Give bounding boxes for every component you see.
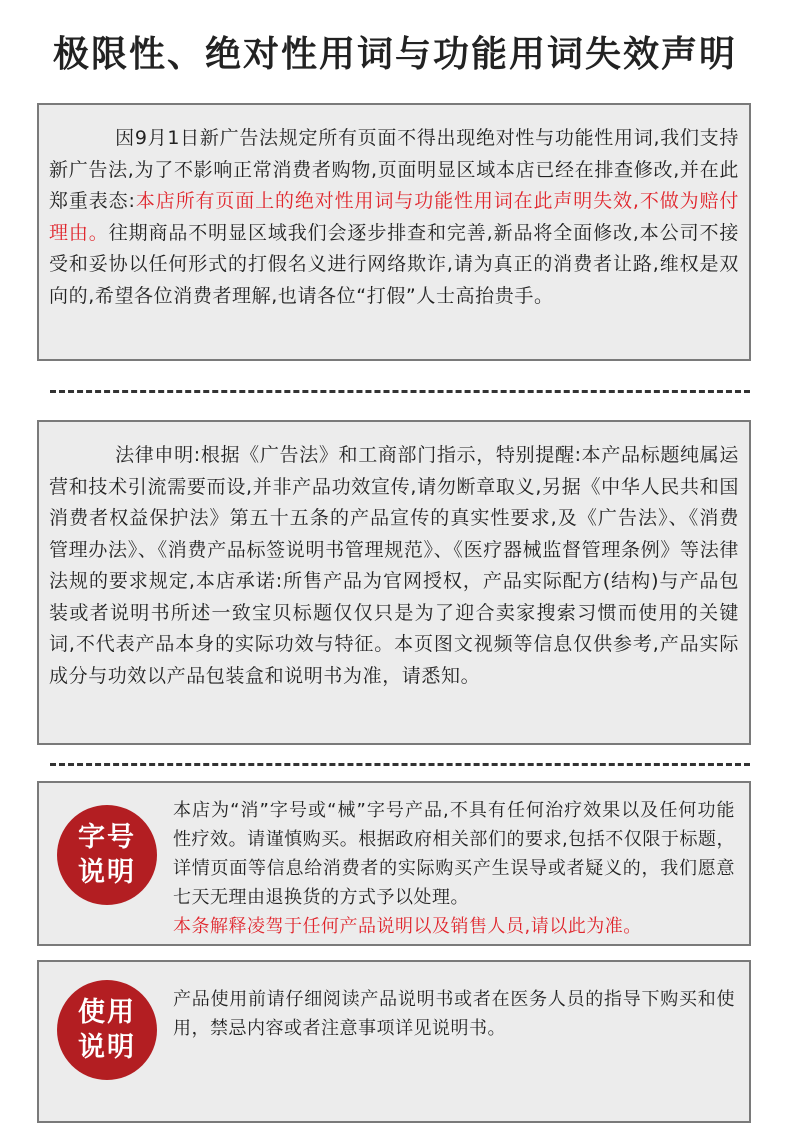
legal-text: 法律申明:根据《广告法》和工商部门指示，特别提醒:本产品标题纯属运营和技术引流需要而设,并非产品功效宣传,请勿断章取义,另据《中华人民共和国消费者权益保护法》第五十五条的产品宣传的真实性要求,及《广告法》、《消费管理办法》、《消费产品标签说明书管理规范》、《医疗器械监督管理条例》等法律法规的要求规定,本店承诺:所售产品为官网授权，产品实际配方(结构)与产品包装或者说明书所述一致宝贝标题仅仅只是为了迎合卖家搜索习惯而使用的关键词,不代表产品本身的实际功效与特征。本页图文视频等信息仅供参考,产品实际成分与功效以产品包装盒和说明书为准，请悉知。 — [49, 444, 739, 687]
usage-text: 产品使用前请仔细阅读产品说明书或者在医务人员的指导下购买和使用，禁忌内容或者注意事项详见说明书。 — [173, 989, 735, 1039]
badge-line: 字号 — [78, 822, 136, 853]
zihao-badge — [57, 805, 157, 905]
notice-paragraph — [49, 123, 739, 312]
legal-statement-box — [37, 420, 751, 745]
zihao-red-text: 本条解释凌驾于任何产品说明以及销售人员,请以此为准。 — [173, 916, 642, 937]
badge-line: 说明 — [78, 857, 136, 888]
zihao-text: 本店为“消”字号或“械”字号产品,不具有任何治疗效果以及任何功能性疗效。请谨慎购买。根据政府相关部们的要求,包括不仅限于标题，详情页面等信息给消费者的实际购买产生误导或者疑义的，我们愿意七天无理由退换货的方式予以处理。 — [173, 800, 735, 908]
usage-description — [173, 985, 735, 1043]
badge-line: 说明 — [78, 1032, 136, 1063]
dashed-divider — [50, 390, 750, 393]
legal-paragraph — [49, 440, 739, 692]
usage-badge — [57, 980, 157, 1080]
notice-box-ad-law — [37, 103, 751, 361]
usage-box — [37, 960, 751, 1123]
notice-text-b: 往期商品不明显区域我们会逐步排查和完善,新品将全面修改,本公司不接受和妥协以任何形式的打假名义进行网络欺诈,请为真正的消费者让路,维权是双向的,希望各位消费者理解,也请各位“打假”人士高抬贵手。 — [49, 221, 739, 307]
dashed-divider — [50, 763, 750, 766]
page-title: 极限性、绝对性用词与功能用词失效声明 — [52, 34, 737, 75]
badge-line: 使用 — [78, 997, 136, 1028]
zihao-description — [173, 796, 735, 941]
notice-text-a: 因9月1日新广告法规定所有页面不得出现绝对性与功能性用词,我们支持新广告法,为了不影响正常消费者购物,页面明显区域本店已经在排查修改,并在此郑重表态: — [49, 127, 739, 212]
zihao-box — [37, 781, 751, 946]
notice-text-highlight: 本店所有页面上的绝对性用词与功能性用词在此声明失效,不做为赔付理由。 — [49, 190, 739, 244]
